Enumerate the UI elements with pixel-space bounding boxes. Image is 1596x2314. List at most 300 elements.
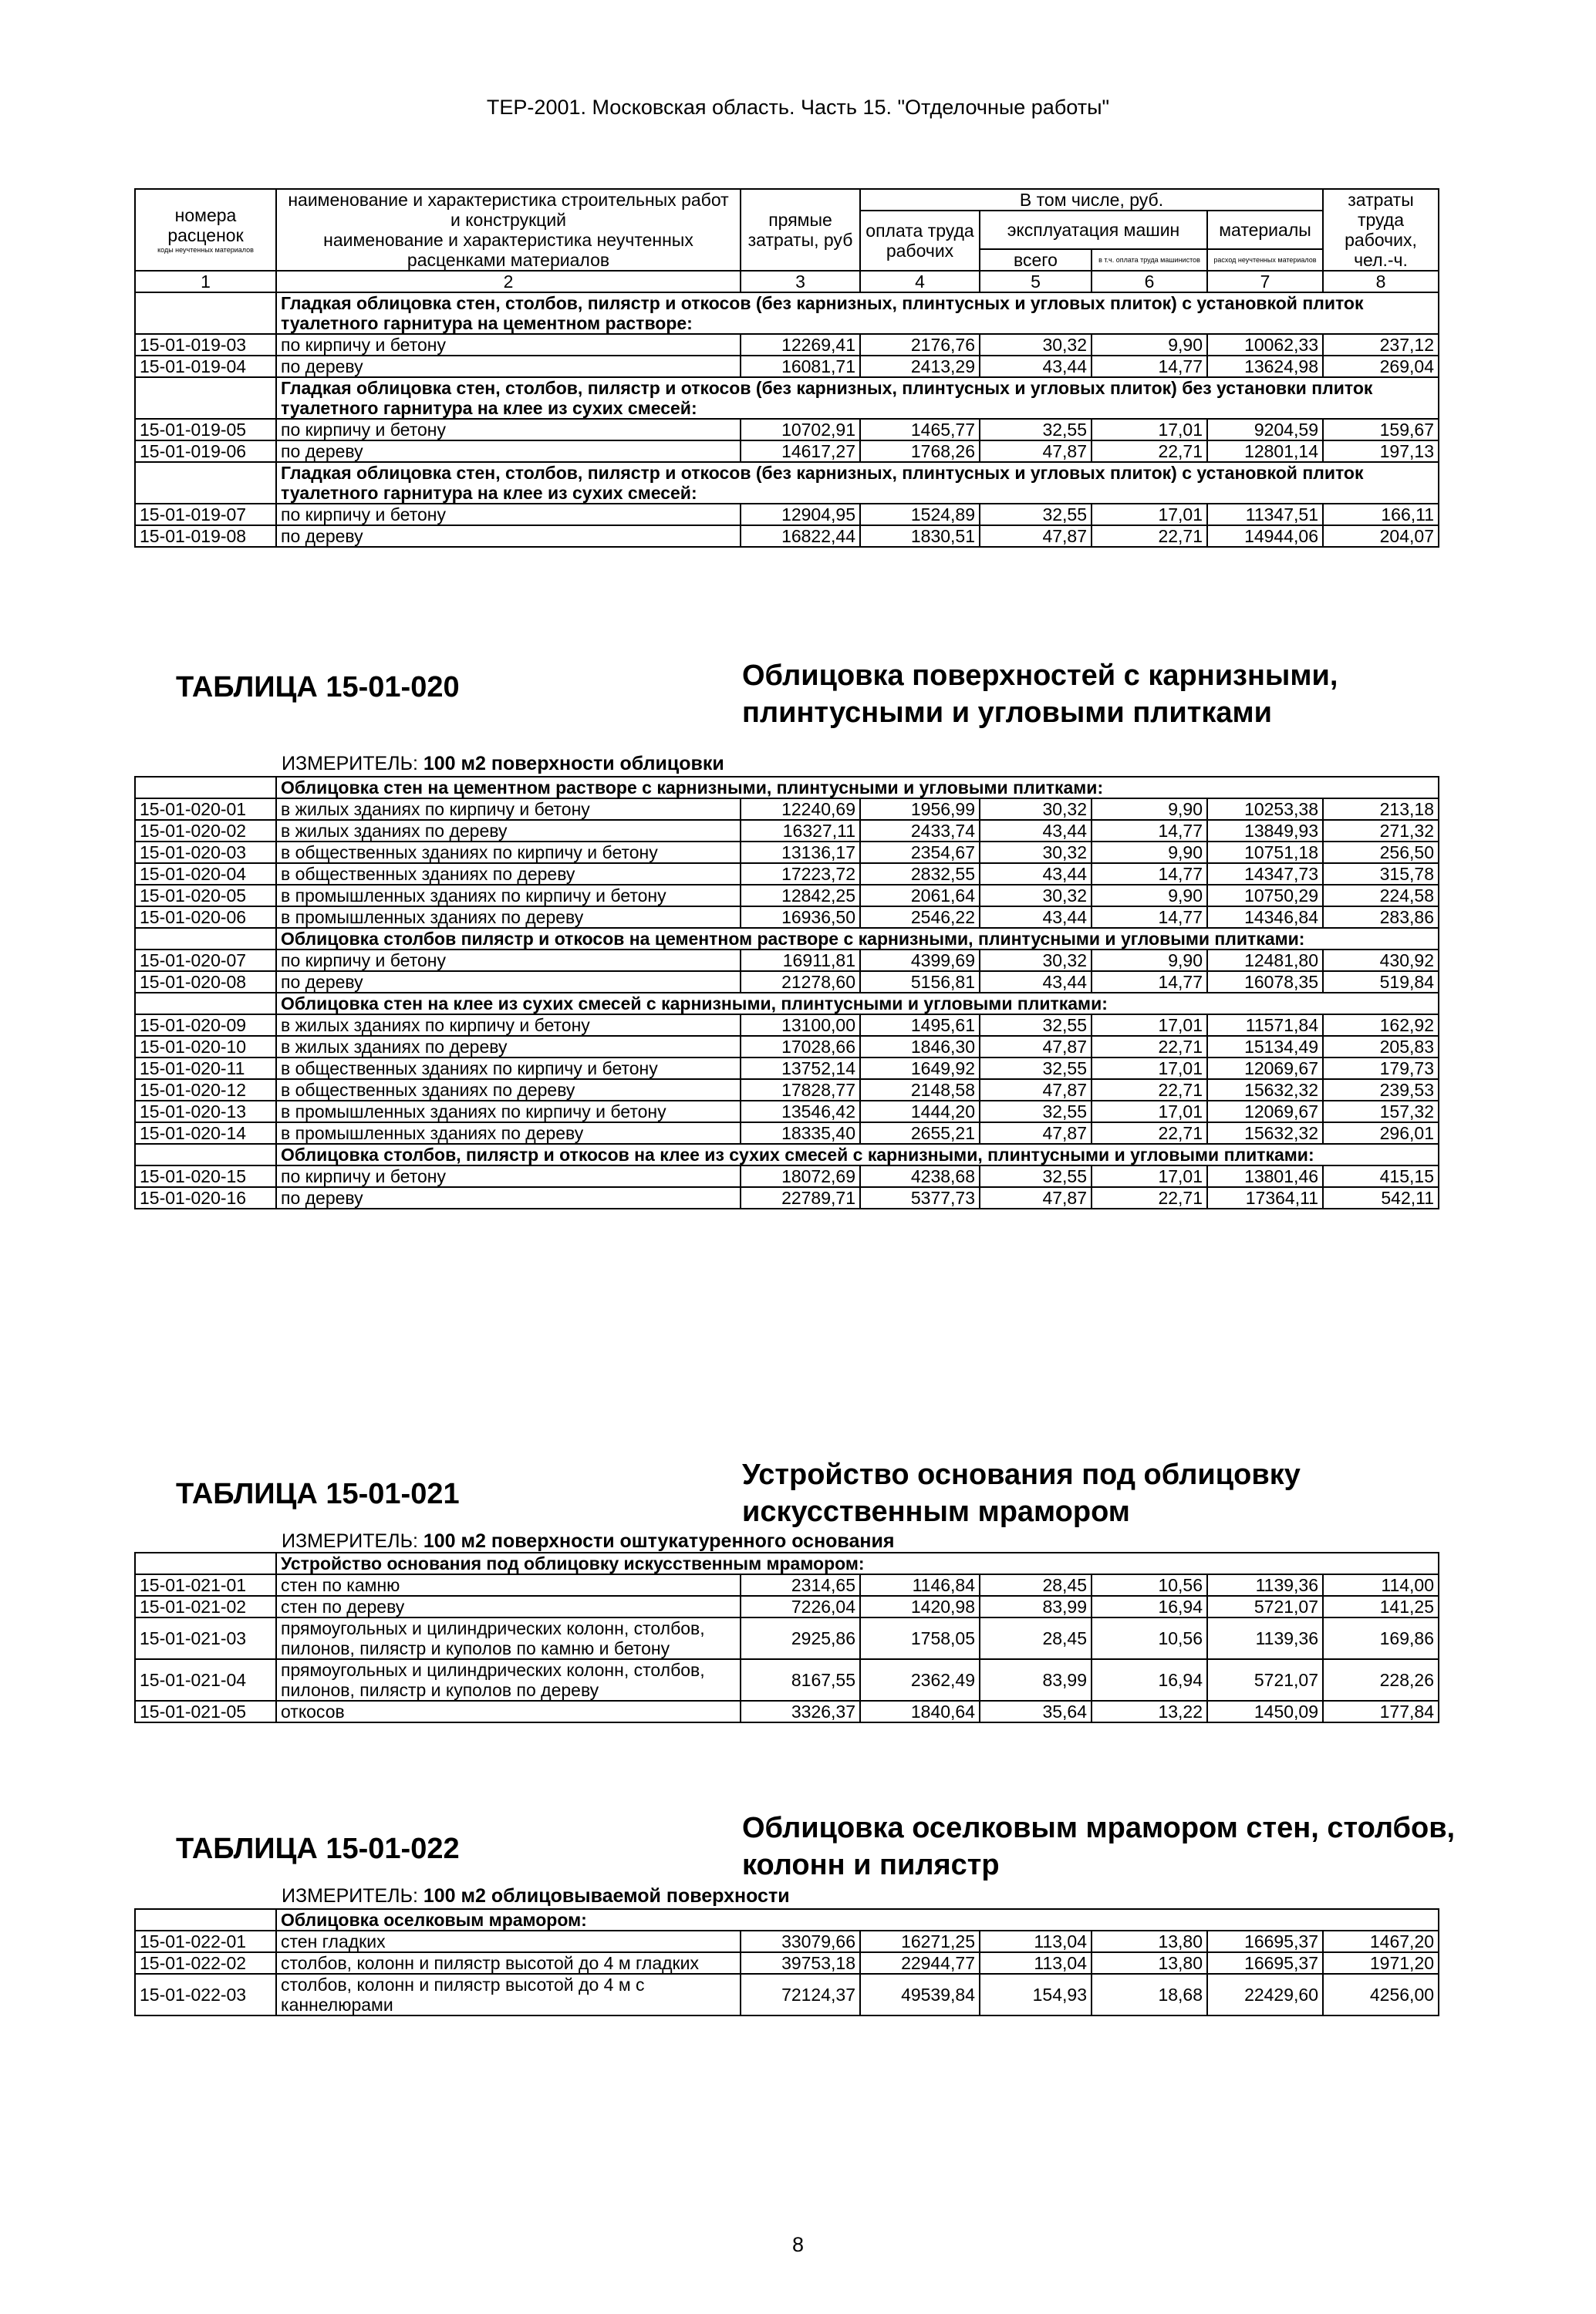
table-row: [135, 1101, 1439, 1122]
labor-hours: 114,00: [1323, 1574, 1439, 1596]
worker-wages: 1956,99: [860, 798, 980, 820]
rates-table-019: [134, 188, 1439, 548]
work-name: в жилых зданиях по дереву: [276, 1036, 741, 1057]
materials: 1450,09: [1207, 1701, 1323, 1722]
direct-costs: 22789,71: [741, 1187, 860, 1209]
materials: 13801,46: [1207, 1165, 1323, 1187]
table-021-desc-line2: искусственным мрамором: [742, 1496, 1130, 1528]
machines-total: 30,32: [980, 885, 1092, 906]
work-name: в общественных зданиях по дереву: [276, 1079, 741, 1101]
col1-bottom: коды неучтенных материалов: [157, 246, 254, 254]
machinist-wages: 14,77: [1092, 906, 1207, 928]
machines-total: 43,44: [980, 971, 1092, 993]
machinist-wages: 22,71: [1092, 1079, 1207, 1101]
materials: 12481,80: [1207, 950, 1323, 971]
work-name: в общественных зданиях по кирпичу и бетону: [276, 1057, 741, 1079]
rate-code: 15-01-020-09: [135, 1014, 276, 1036]
materials: 1139,36: [1207, 1617, 1323, 1659]
materials: 13624,98: [1207, 356, 1323, 377]
rate-code: 15-01-020-16: [135, 1187, 276, 1209]
measure-unit: 100 м2 поверхности облицовки: [423, 753, 724, 774]
worker-wages: 2148,58: [860, 1079, 980, 1101]
worker-wages: 1146,84: [860, 1574, 980, 1596]
materials: 16695,37: [1207, 1952, 1323, 1974]
table-row: [135, 885, 1439, 906]
col2-bottom: наименование и характеристика неучтенных расценками материалов: [323, 230, 693, 270]
rate-code: 15-01-019-08: [135, 525, 276, 547]
section-title: Облицовка стен на клее из сухих смесей с карнизными, плинтусными и угловыми плитками:: [276, 993, 1439, 1014]
work-name: прямоугольных и цилиндрических колонн, столбов, пилонов, пилястр и куполов по камню и бетону: [276, 1617, 741, 1659]
rate-code: 15-01-021-04: [135, 1659, 276, 1701]
rates-table-022: [134, 1908, 1439, 2016]
worker-wages: 2832,55: [860, 863, 980, 885]
rate-code: 15-01-022-03: [135, 1974, 276, 2015]
work-name: по дереву: [276, 971, 741, 993]
materials: 9204,59: [1207, 419, 1323, 440]
work-name: в промышленных зданиях по кирпичу и бетону: [276, 885, 741, 906]
rate-code: 15-01-020-03: [135, 842, 276, 863]
labor-hours: 4256,00: [1323, 1974, 1439, 2015]
table-row: [135, 356, 1439, 377]
table-row: [135, 504, 1439, 525]
col-header-materials: материалы: [1207, 211, 1323, 249]
work-name: стен по дереву: [276, 1596, 741, 1617]
worker-wages: 1768,26: [860, 440, 980, 462]
machines-total: 43,44: [980, 356, 1092, 377]
section-title: Гладкая облицовка стен, столбов, пилястр и откосов (без карнизных, плинтусных и угловых плиток) с установкой плиток туалетного гарнитура на клее из сухих смесей:: [276, 462, 1439, 504]
labor-hours: 430,92: [1323, 950, 1439, 971]
table-row: [135, 1122, 1439, 1144]
labor-hours: 213,18: [1323, 798, 1439, 820]
rate-code: 15-01-020-05: [135, 885, 276, 906]
labor-hours: 315,78: [1323, 863, 1439, 885]
col-header-labor: затраты труда рабочих, чел.-ч.: [1323, 189, 1439, 271]
rates-table-021: [134, 1552, 1439, 1723]
direct-costs: 10702,91: [741, 419, 860, 440]
work-name: откосов: [276, 1701, 741, 1722]
machinist-wages: 22,71: [1092, 525, 1207, 547]
table-row: [135, 1596, 1439, 1617]
direct-costs: 7226,04: [741, 1596, 860, 1617]
materials: 10253,38: [1207, 798, 1323, 820]
labor-hours: 224,58: [1323, 885, 1439, 906]
col-header-machinist-wages: в т.ч. оплата труда машинистов: [1092, 249, 1207, 271]
table-021-measure: [282, 1530, 894, 1553]
table-row: [135, 971, 1439, 993]
table-row: [135, 334, 1439, 356]
labor-hours: 228,26: [1323, 1659, 1439, 1701]
worker-wages: 1524,89: [860, 504, 980, 525]
direct-costs: 18072,69: [741, 1165, 860, 1187]
labor-hours: 205,83: [1323, 1036, 1439, 1057]
rate-code: 15-01-019-04: [135, 356, 276, 377]
col-header-wages: оплата труда рабочих: [860, 211, 980, 271]
col-header-machines: эксплуатация машин: [980, 211, 1207, 249]
col-header-including: В том числе, руб.: [860, 189, 1323, 211]
table-020-name: ТАБЛИЦА 15-01-020: [176, 671, 460, 703]
col-header-codes: [135, 189, 276, 271]
machines-total: 30,32: [980, 798, 1092, 820]
machinist-wages: 17,01: [1092, 1014, 1207, 1036]
labor-hours: 162,92: [1323, 1014, 1439, 1036]
work-name: по кирпичу и бетону: [276, 1165, 741, 1187]
machinist-wages: 13,22: [1092, 1701, 1207, 1722]
work-name: стен гладких: [276, 1931, 741, 1952]
machinist-wages: 13,80: [1092, 1952, 1207, 1974]
col-num: 6: [1092, 271, 1207, 292]
table-row: [135, 950, 1439, 971]
work-name: в общественных зданиях по кирпичу и бетону: [276, 842, 741, 863]
worker-wages: 1758,05: [860, 1617, 980, 1659]
table-row: [135, 1057, 1439, 1079]
machinist-wages: 17,01: [1092, 1101, 1207, 1122]
direct-costs: 13136,17: [741, 842, 860, 863]
labor-hours: 415,15: [1323, 1165, 1439, 1187]
table-020-measure: [282, 753, 724, 775]
materials: 12069,67: [1207, 1101, 1323, 1122]
machinist-wages: 22,71: [1092, 1036, 1207, 1057]
machines-total: 28,45: [980, 1574, 1092, 1596]
rate-code: 15-01-020-04: [135, 863, 276, 885]
machines-total: 47,87: [980, 1079, 1092, 1101]
measure-unit: 100 м2 поверхности оштукатуренного основания: [423, 1530, 895, 1552]
materials: 15632,32: [1207, 1122, 1323, 1144]
worker-wages: 1420,98: [860, 1596, 980, 1617]
machinist-wages: 14,77: [1092, 863, 1207, 885]
direct-costs: 16911,81: [741, 950, 860, 971]
labor-hours: 197,13: [1323, 440, 1439, 462]
rate-code: 15-01-019-05: [135, 419, 276, 440]
rate-code: 15-01-022-02: [135, 1952, 276, 1974]
table-row: [135, 1574, 1439, 1596]
direct-costs: 14617,27: [741, 440, 860, 462]
rate-code: 15-01-020-11: [135, 1057, 276, 1079]
worker-wages: 2176,76: [860, 334, 980, 356]
work-name: по кирпичу и бетону: [276, 950, 741, 971]
materials: 10750,29: [1207, 885, 1323, 906]
materials: 15134,49: [1207, 1036, 1323, 1057]
worker-wages: 2655,21: [860, 1122, 980, 1144]
machinist-wages: 17,01: [1092, 1165, 1207, 1187]
rate-code: 15-01-021-02: [135, 1596, 276, 1617]
machinist-wages: 13,80: [1092, 1931, 1207, 1952]
labor-hours: 179,73: [1323, 1057, 1439, 1079]
col-header-machines-total: всего: [980, 249, 1092, 271]
labor-hours: 237,12: [1323, 334, 1439, 356]
work-name: в промышленных зданиях по кирпичу и бетону: [276, 1101, 741, 1122]
labor-hours: 169,86: [1323, 1617, 1439, 1659]
table-020-desc-line2: плинтусными и угловыми плитками: [742, 697, 1273, 729]
machinist-wages: 17,01: [1092, 504, 1207, 525]
worker-wages: 2546,22: [860, 906, 980, 928]
machines-total: 47,87: [980, 440, 1092, 462]
materials: 15632,32: [1207, 1079, 1323, 1101]
direct-costs: 17028,66: [741, 1036, 860, 1057]
labor-hours: 159,67: [1323, 419, 1439, 440]
worker-wages: 2362,49: [860, 1659, 980, 1701]
direct-costs: 3326,37: [741, 1701, 860, 1722]
machinist-wages: 16,94: [1092, 1659, 1207, 1701]
materials: 13849,93: [1207, 820, 1323, 842]
direct-costs: 13546,42: [741, 1101, 860, 1122]
work-name: по дереву: [276, 356, 741, 377]
direct-costs: 8167,55: [741, 1659, 860, 1701]
machinist-wages: 22,71: [1092, 1122, 1207, 1144]
machines-total: 83,99: [980, 1659, 1092, 1701]
table-row: [135, 1974, 1439, 2015]
machines-total: 43,44: [980, 820, 1092, 842]
machinist-wages: 9,90: [1092, 798, 1207, 820]
col1-top: номера расценок: [167, 205, 244, 245]
work-name: стен по камню: [276, 1574, 741, 1596]
section-title: Облицовка столбов, пилястр и откосов на клее из сухих смесей с карнизными, плинтусными и угловыми плитками:: [276, 1144, 1439, 1165]
rate-code: 15-01-020-06: [135, 906, 276, 928]
measure-unit: 100 м2 облицовываемой поверхности: [423, 1885, 790, 1907]
worker-wages: 2354,67: [860, 842, 980, 863]
rate-code: 15-01-019-06: [135, 440, 276, 462]
materials: 1139,36: [1207, 1574, 1323, 1596]
table-020-desc-line1: Облицовка поверхностей с карнизными,: [742, 659, 1338, 692]
table-row: [135, 1659, 1439, 1701]
labor-hours: 239,53: [1323, 1079, 1439, 1101]
table-022-desc-line2: колонн и пилястр: [742, 1849, 1000, 1881]
direct-costs: 13752,14: [741, 1057, 860, 1079]
rate-code: 15-01-020-01: [135, 798, 276, 820]
col-header-unaccounted-materials: расход неучтенных материалов: [1207, 249, 1323, 271]
rate-code: 15-01-020-15: [135, 1165, 276, 1187]
work-name: по дереву: [276, 525, 741, 547]
labor-hours: 256,50: [1323, 842, 1439, 863]
worker-wages: 5156,81: [860, 971, 980, 993]
materials: 14944,06: [1207, 525, 1323, 547]
direct-costs: 17223,72: [741, 863, 860, 885]
rate-code: 15-01-019-03: [135, 334, 276, 356]
machinist-wages: 16,94: [1092, 1596, 1207, 1617]
labor-hours: 296,01: [1323, 1122, 1439, 1144]
table-020-description: [742, 657, 1338, 731]
table-row: [135, 1701, 1439, 1722]
machines-total: 35,64: [980, 1701, 1092, 1722]
work-name: по дереву: [276, 440, 741, 462]
rate-code: 15-01-021-03: [135, 1617, 276, 1659]
materials: 10751,18: [1207, 842, 1323, 863]
worker-wages: 1846,30: [860, 1036, 980, 1057]
col-header-names: [276, 189, 741, 271]
machines-total: 113,04: [980, 1952, 1092, 1974]
table-022-desc-line1: Облицовка оселковым мрамором стен, столбов,: [742, 1812, 1456, 1844]
table-row: [135, 1931, 1439, 1952]
table-row: [135, 1165, 1439, 1187]
materials: 11347,51: [1207, 504, 1323, 525]
machines-total: 30,32: [980, 842, 1092, 863]
materials: 11571,84: [1207, 1014, 1323, 1036]
rate-code: 15-01-020-07: [135, 950, 276, 971]
worker-wages: 4399,69: [860, 950, 980, 971]
machinist-wages: 9,90: [1092, 334, 1207, 356]
direct-costs: 16081,71: [741, 356, 860, 377]
table-022-name: ТАБЛИЦА 15-01-022: [176, 1833, 460, 1865]
machinist-wages: 14,77: [1092, 356, 1207, 377]
section-title: Облицовка оселковым мрамором:: [276, 1909, 1439, 1931]
materials: 10062,33: [1207, 334, 1323, 356]
worker-wages: 1830,51: [860, 525, 980, 547]
rate-code: 15-01-020-02: [135, 820, 276, 842]
labor-hours: 166,11: [1323, 504, 1439, 525]
machinist-wages: 22,71: [1092, 440, 1207, 462]
measure-label: ИЗМЕРИТЕЛЬ:: [282, 1885, 418, 1907]
machines-total: 32,55: [980, 1101, 1092, 1122]
worker-wages: 5377,73: [860, 1187, 980, 1209]
col-num: 5: [980, 271, 1092, 292]
machines-total: 30,32: [980, 334, 1092, 356]
direct-costs: 18335,40: [741, 1122, 860, 1144]
machinist-wages: 17,01: [1092, 1057, 1207, 1079]
rate-code: 15-01-021-01: [135, 1574, 276, 1596]
labor-hours: 204,07: [1323, 525, 1439, 547]
work-name: в общественных зданиях по дереву: [276, 863, 741, 885]
machinist-wages: 18,68: [1092, 1974, 1207, 2015]
materials: 16078,35: [1207, 971, 1323, 993]
machines-total: 83,99: [980, 1596, 1092, 1617]
work-name: в промышленных зданиях по дереву: [276, 1122, 741, 1144]
materials: 12069,67: [1207, 1057, 1323, 1079]
machinist-wages: 17,01: [1092, 419, 1207, 440]
materials: 14346,84: [1207, 906, 1323, 928]
worker-wages: 16271,25: [860, 1931, 980, 1952]
materials: 22429,60: [1207, 1974, 1323, 2015]
materials: 5721,07: [1207, 1659, 1323, 1701]
machines-total: 32,55: [980, 1014, 1092, 1036]
direct-costs: 12842,25: [741, 885, 860, 906]
table-row: [135, 863, 1439, 885]
work-name: столбов, колонн и пилястр высотой до 4 м гладких: [276, 1952, 741, 1974]
direct-costs: 16936,50: [741, 906, 860, 928]
rate-code: 15-01-020-13: [135, 1101, 276, 1122]
work-name: столбов, колонн и пилястр высотой до 4 м с каннелюрами: [276, 1974, 741, 2015]
work-name: прямоугольных и цилиндрических колонн, столбов, пилонов, пилястр и куполов по дереву: [276, 1659, 741, 1701]
labor-hours: 1971,20: [1323, 1952, 1439, 1974]
table-row: [135, 419, 1439, 440]
table-row: [135, 1952, 1439, 1974]
machines-total: 30,32: [980, 950, 1092, 971]
work-name: по кирпичу и бетону: [276, 504, 741, 525]
labor-hours: 157,32: [1323, 1101, 1439, 1122]
materials: 14347,73: [1207, 863, 1323, 885]
table-row: [135, 1617, 1439, 1659]
table-row: [135, 525, 1439, 547]
col-num: 2: [276, 271, 741, 292]
machines-total: 154,93: [980, 1974, 1092, 2015]
col-num: 8: [1323, 271, 1439, 292]
machinist-wages: 9,90: [1092, 885, 1207, 906]
col2-top: наименование и характеристика строительных работ и конструкций: [288, 190, 729, 230]
worker-wages: 1495,61: [860, 1014, 980, 1036]
machinist-wages: 9,90: [1092, 950, 1207, 971]
table-row: [135, 820, 1439, 842]
machinist-wages: 14,77: [1092, 971, 1207, 993]
worker-wages: 2061,64: [860, 885, 980, 906]
work-name: в жилых зданиях по кирпичу и бетону: [276, 1014, 741, 1036]
rate-code: 15-01-020-10: [135, 1036, 276, 1057]
machines-total: 43,44: [980, 863, 1092, 885]
machines-total: 47,87: [980, 1036, 1092, 1057]
labor-hours: 177,84: [1323, 1701, 1439, 1722]
worker-wages: 1465,77: [860, 419, 980, 440]
machinist-wages: 22,71: [1092, 1187, 1207, 1209]
section-title: Гладкая облицовка стен, столбов, пилястр и откосов (без карнизных, плинтусных и угловых плиток) с установкой плиток туалетного гарнитура на цементном растворе:: [276, 292, 1439, 334]
machinist-wages: 10,56: [1092, 1574, 1207, 1596]
page-header: ТЕР-2001. Московская область. Часть 15. "Отделочные работы": [486, 96, 1110, 119]
labor-hours: 1467,20: [1323, 1931, 1439, 1952]
materials: 17364,11: [1207, 1187, 1323, 1209]
page-number: 8: [791, 2233, 805, 2256]
table-row: [135, 906, 1439, 928]
machines-total: 43,44: [980, 906, 1092, 928]
measure-label: ИЗМЕРИТЕЛЬ:: [282, 1530, 418, 1552]
table-row: [135, 1014, 1439, 1036]
worker-wages: 1444,20: [860, 1101, 980, 1122]
direct-costs: 39753,18: [741, 1952, 860, 1974]
table-row: [135, 1079, 1439, 1101]
direct-costs: 12240,69: [741, 798, 860, 820]
direct-costs: 72124,37: [741, 1974, 860, 2015]
direct-costs: 13100,00: [741, 1014, 860, 1036]
labor-hours: 269,04: [1323, 356, 1439, 377]
worker-wages: 2413,29: [860, 356, 980, 377]
labor-hours: 271,32: [1323, 820, 1439, 842]
table-022-measure: [282, 1885, 790, 1908]
machines-total: 32,55: [980, 1057, 1092, 1079]
work-name: по дереву: [276, 1187, 741, 1209]
materials: 5721,07: [1207, 1596, 1323, 1617]
direct-costs: 12904,95: [741, 504, 860, 525]
table-row: [135, 842, 1439, 863]
worker-wages: 1649,92: [860, 1057, 980, 1079]
machines-total: 28,45: [980, 1617, 1092, 1659]
col-num: 7: [1207, 271, 1323, 292]
worker-wages: 4238,68: [860, 1165, 980, 1187]
direct-costs: 2925,86: [741, 1617, 860, 1659]
worker-wages: 49539,84: [860, 1974, 980, 2015]
direct-costs: 16822,44: [741, 525, 860, 547]
work-name: в жилых зданиях по дереву: [276, 820, 741, 842]
rates-table-020: [134, 776, 1439, 1209]
table-021-description: [742, 1456, 1301, 1530]
table-row: [135, 1187, 1439, 1209]
worker-wages: 2433,74: [860, 820, 980, 842]
col-num: 4: [860, 271, 980, 292]
labor-hours: 542,11: [1323, 1187, 1439, 1209]
materials: 16695,37: [1207, 1931, 1323, 1952]
labor-hours: 283,86: [1323, 906, 1439, 928]
col-num: 3: [741, 271, 860, 292]
worker-wages: 1840,64: [860, 1701, 980, 1722]
rate-code: 15-01-019-07: [135, 504, 276, 525]
machinist-wages: 10,56: [1092, 1617, 1207, 1659]
table-022-description: [742, 1810, 1455, 1884]
work-name: в промышленных зданиях по дереву: [276, 906, 741, 928]
table-row: [135, 1036, 1439, 1057]
machines-total: 32,55: [980, 504, 1092, 525]
section-title: Гладкая облицовка стен, столбов, пилястр и откосов (без карнизных, плинтусных и угловых плиток) без установки плиток туалетного гарнитура на клее из сухих смесей:: [276, 377, 1439, 419]
section-title: Облицовка столбов пилястр и откосов на цементном растворе с карнизными, плинтусными и угловыми плитками:: [276, 928, 1439, 950]
measure-label: ИЗМЕРИТЕЛЬ:: [282, 753, 418, 774]
machines-total: 32,55: [980, 1165, 1092, 1187]
machinist-wages: 9,90: [1092, 842, 1207, 863]
work-name: по кирпичу и бетону: [276, 419, 741, 440]
machines-total: 47,87: [980, 1122, 1092, 1144]
materials: 12801,14: [1207, 440, 1323, 462]
